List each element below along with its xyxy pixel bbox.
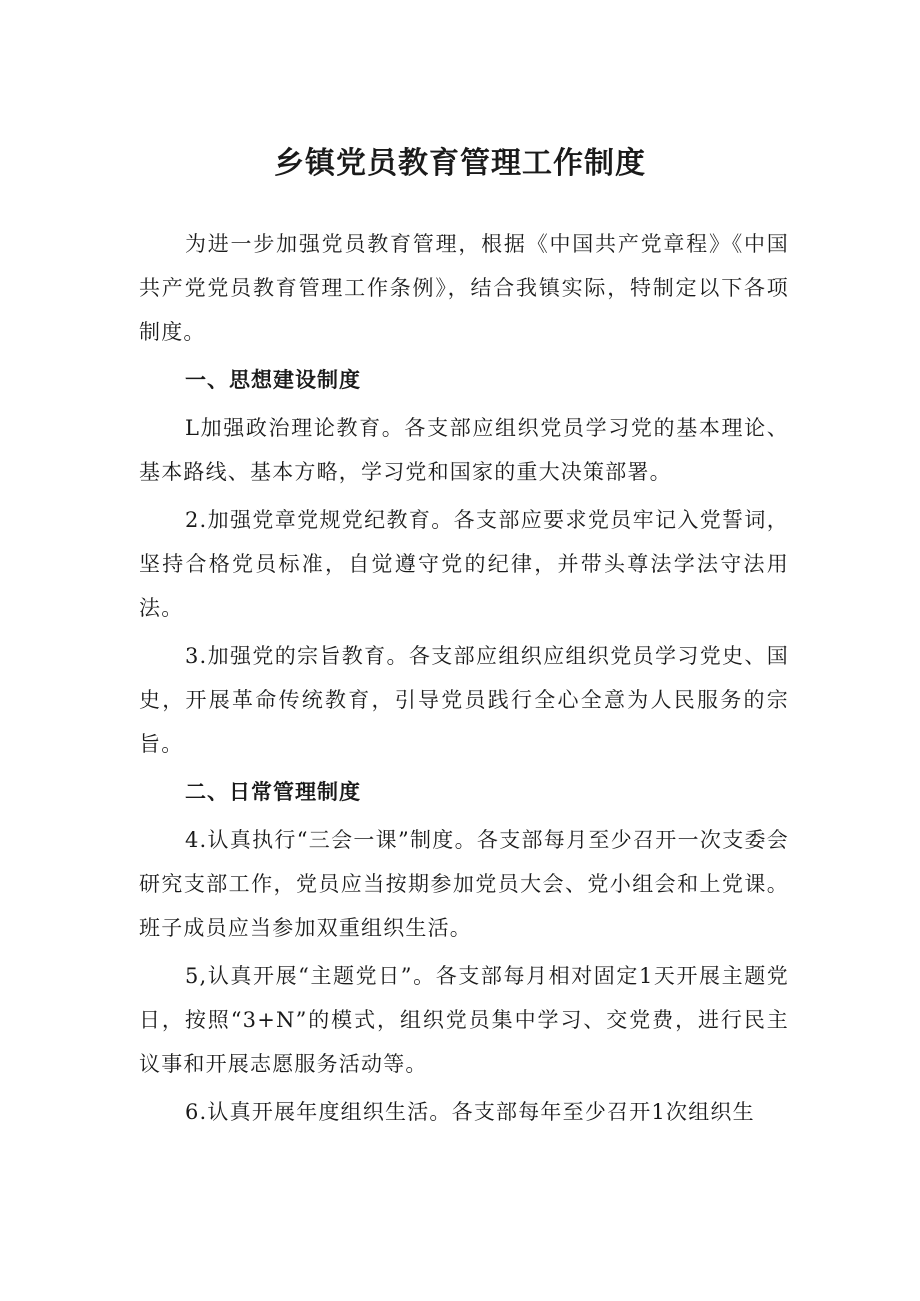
document-body xyxy=(139,222,789,1138)
intro-paragraph: 为进一步加强党员教育管理，根据《中国共产党章程》《中国共产党党员教育管理工作条例》，结合我镇实际，特制定以下各项制度。 xyxy=(139,232,789,344)
paragraph-item-3: 3.加强党的宗旨教育。各支部应组织应组织党员学习党史、国史，开展革命传统教育，引导党员践行全心全意为人民服务的宗旨。 xyxy=(139,644,789,756)
document-title: 乡镇党员教育管理工作制度 xyxy=(274,146,646,181)
paragraph-item-4: 4.认真执行“三会一课”制度。各支部每月至少召开一次支委会研究支部工作，党员应当按期参加党员大会、党小组会和上党课。班子成员应当参加双重组织生活。 xyxy=(139,828,789,940)
paragraph-item-6: 6.认真开展年度组织生活。各支部每年至少召开1次组织生 xyxy=(185,1100,755,1124)
paragraph-item-2: 2.加强党章党规党纪教育。各支部应要求党员牢记入党誓词，坚持合格党员标准，自觉遵守党的纪律，并带头尊法学法守法用法。 xyxy=(139,508,789,620)
section-heading-daily-management: 二、日常管理制度 xyxy=(185,780,361,804)
paragraph-item-1: L加强政治理论教育。各支部应组织党员学习党的基本理论、基本路线、基本方略，学习党和国家的重大决策部署。 xyxy=(139,416,789,484)
section-heading-ideology: 一、思想建设制度 xyxy=(185,368,361,392)
paragraph-item-5: 5,认真开展“主题党日”。各支部每月相对固定1天开展主题党日，按照“3+N”的模式，组织党员集中学习、交党费，进行民主议事和开展志愿服务活动等。 xyxy=(139,964,789,1076)
